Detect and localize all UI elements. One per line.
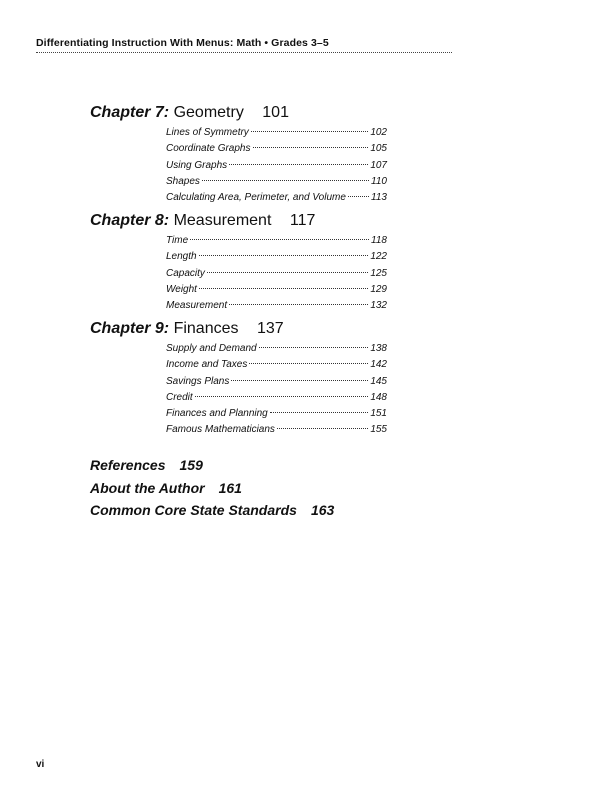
toc-entry-title: Weight <box>166 283 197 295</box>
chapter-title: Measurement <box>173 212 272 229</box>
toc-entry <box>166 233 387 249</box>
toc-entry <box>166 266 387 282</box>
toc-entry-title: Lines of Symmetry <box>166 127 249 138</box>
toc-entry-page: 105 <box>370 143 387 155</box>
toc-entry <box>166 341 387 357</box>
toc-entry-page: 142 <box>370 359 387 371</box>
dot-leader <box>251 131 369 132</box>
toc-entry-title: Famous Mathematicians <box>166 424 275 436</box>
back-matter-page: 159 <box>179 457 203 473</box>
back-matter-entry <box>90 499 334 522</box>
toc-entry <box>166 298 387 314</box>
toc-entry <box>166 406 387 422</box>
page-folio: vi <box>36 759 45 770</box>
toc-entry-title: Time <box>166 235 189 246</box>
toc-entry <box>166 158 387 174</box>
toc-entry <box>166 174 387 190</box>
chapter-heading <box>90 211 390 231</box>
chapter-page-number: 137 <box>256 320 284 337</box>
back-matter-entry <box>90 477 334 500</box>
toc-entry-title: Coordinate Graphs <box>166 143 251 155</box>
toc-entry-page: 129 <box>370 283 387 295</box>
toc-entry <box>166 390 387 406</box>
chapter-page-number: 101 <box>262 104 289 121</box>
dot-leader <box>190 239 369 240</box>
running-head: Differentiating Instruction With Menus: Math • Grades 3–5 <box>36 37 329 49</box>
toc-entry-title: Capacity <box>166 267 205 279</box>
toc-entry-page: 125 <box>370 267 387 279</box>
back-matter-list <box>90 454 334 522</box>
back-matter-title: References <box>90 457 166 473</box>
dot-leader <box>249 363 368 364</box>
toc-entry <box>166 125 387 141</box>
dot-leader <box>207 272 368 273</box>
toc-entry <box>166 141 387 157</box>
toc-entry-title: Shapes <box>166 175 200 187</box>
toc-entry-page: 107 <box>370 159 387 171</box>
toc-entry-page: 132 <box>370 300 387 312</box>
dot-leader <box>270 412 369 413</box>
chapter-9-section <box>90 319 390 439</box>
dot-leader <box>202 180 369 181</box>
chapter-heading <box>90 319 390 339</box>
toc-entry-title: Credit <box>166 391 193 403</box>
toc-entry <box>166 249 387 265</box>
dot-leader <box>277 428 368 429</box>
toc-entry-title: Income and Taxes <box>166 359 248 371</box>
toc-entry-title: Measurement <box>166 300 228 312</box>
toc-entry-title: Supply and Demand <box>166 343 257 354</box>
back-matter-title: About the Author <box>90 479 205 496</box>
toc-entry-title: Length <box>166 251 197 263</box>
dot-leader <box>195 396 369 397</box>
back-matter-entry <box>90 454 334 477</box>
toc-entry-page: 110 <box>371 175 387 187</box>
toc-entry-page: 138 <box>370 343 387 354</box>
toc-entry-page: 118 <box>371 235 387 246</box>
back-matter-title: Common Core State Standards <box>90 502 297 518</box>
toc-entry <box>166 374 387 390</box>
toc-entry-page: 151 <box>370 408 387 420</box>
chapter-label: Chapter 9: <box>90 320 170 337</box>
chapter-heading <box>90 103 390 123</box>
toc-entry <box>166 190 387 206</box>
dot-leader <box>229 304 368 305</box>
dot-leader <box>199 288 368 289</box>
header-rule <box>36 52 452 53</box>
toc-entry <box>166 422 387 438</box>
toc-entry-page: 148 <box>370 391 387 403</box>
toc-entry-page: 145 <box>370 375 387 387</box>
back-matter-page: 161 <box>218 479 242 496</box>
dot-leader <box>229 164 368 165</box>
chapter-page-number: 117 <box>289 212 316 229</box>
dot-leader <box>253 147 369 148</box>
toc-entry-title: Using Graphs <box>166 159 228 171</box>
chapter-8-section <box>90 211 390 314</box>
chapter-title: Geometry <box>173 104 244 121</box>
toc-entry-title: Savings Plans <box>166 375 230 387</box>
dot-leader <box>348 196 369 197</box>
toc-entry-title: Finances and Planning <box>166 408 268 420</box>
dot-leader <box>231 380 368 381</box>
dot-leader <box>259 347 369 348</box>
toc-entry <box>166 282 387 298</box>
chapter-7-section <box>90 103 390 206</box>
chapter-label: Chapter 7: <box>90 104 170 121</box>
chapter-label: Chapter 8: <box>90 212 170 229</box>
back-matter-page: 163 <box>310 502 335 518</box>
dot-leader <box>199 255 369 256</box>
chapter-title: Finances <box>173 320 239 337</box>
toc-entry-page: 102 <box>370 127 387 138</box>
toc-entry-title: Calculating Area, Perimeter, and Volume <box>166 192 346 204</box>
toc-entry-page: 122 <box>370 251 387 263</box>
toc-entry <box>166 357 387 373</box>
toc-entry-page: 155 <box>370 424 387 436</box>
toc-entry-page: 113 <box>371 192 387 204</box>
